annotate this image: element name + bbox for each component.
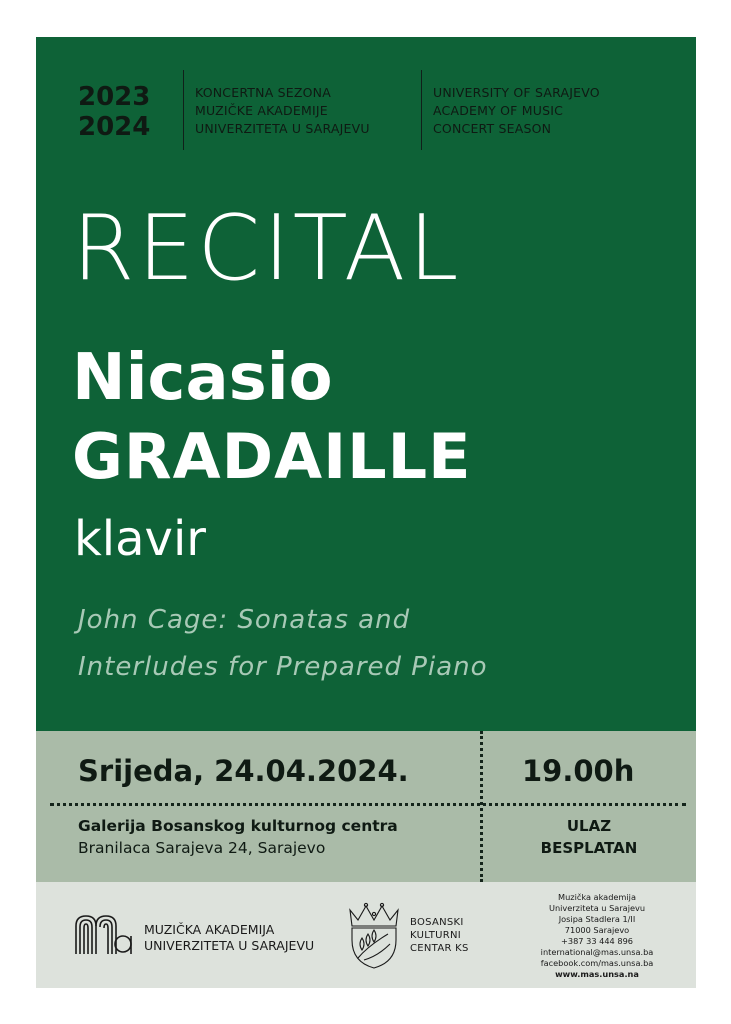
ma-logo-line: MUZIČKA AKADEMIJA xyxy=(144,922,275,937)
season-local-line: MUZIČKE AKADEMIJE xyxy=(195,103,328,118)
event-info-panel xyxy=(36,731,696,882)
contact-line: Univerziteta u Sarajevu xyxy=(548,903,646,913)
dotted-divider-horizontal xyxy=(50,803,686,806)
entry-line: BESPLATAN xyxy=(540,839,638,857)
contact-info xyxy=(502,892,692,980)
program-line: John Cage: Sonatas and xyxy=(78,605,411,635)
header-panel xyxy=(36,37,696,731)
season-english-line: UNIVERSITY OF SARAJEVO xyxy=(433,85,600,100)
contact-line: Josipa Stadlera 1/II xyxy=(558,914,636,924)
entry-note xyxy=(482,815,696,859)
venue xyxy=(78,815,398,859)
ma-logo-line: UNIVERZITETA U SARAJEVU xyxy=(144,938,315,953)
venue-address: Branilaca Sarajeva 24, Sarajevo xyxy=(78,839,326,857)
season-english xyxy=(433,84,600,138)
contact-email[interactable]: international@mas.unsa.ba xyxy=(540,947,654,957)
bkc-logo-line: KULTURNI xyxy=(410,930,462,941)
bkc-crown-logo-icon xyxy=(344,900,404,972)
program-line: Interludes for Prepared Piano xyxy=(78,652,488,682)
entry-line: ULAZ xyxy=(566,817,612,835)
performer-last-name: GRADAILLE xyxy=(72,420,472,493)
divider-line xyxy=(421,70,422,150)
contact-line: 71000 Sarajevo xyxy=(564,925,630,935)
season-year-end: 2024 xyxy=(78,112,151,142)
bkc-logo-line: BOSANSKI xyxy=(410,917,464,928)
bkc-logo-line: CENTAR KS xyxy=(410,943,469,954)
event-time: 19.00h xyxy=(522,754,635,788)
program xyxy=(78,597,488,691)
contact-phone[interactable]: +387 33 444 896 xyxy=(561,936,633,946)
performer-first-name: Nicasio xyxy=(72,341,333,415)
season-local xyxy=(195,84,370,138)
season-years xyxy=(78,82,150,142)
concert-poster xyxy=(36,37,696,988)
season-local-line: KONCERTNA SEZONA xyxy=(195,85,331,100)
season-local-line: UNIVERZITETA U SARAJEVU xyxy=(195,121,370,136)
contact-line: Muzička akademija xyxy=(558,892,636,902)
contact-facebook[interactable]: facebook.com/mas.unsa.ba xyxy=(540,958,654,968)
contact-website[interactable]: www.mas.unsa.na xyxy=(555,969,639,979)
event-type: RECITAL xyxy=(72,196,462,301)
footer xyxy=(36,882,696,988)
event-date: Srijeda, 24.04.2024. xyxy=(78,754,409,788)
season-year-start: 2023 xyxy=(78,82,151,112)
bkc-logo-text xyxy=(410,916,469,955)
instrument: klavir xyxy=(74,511,207,567)
venue-name: Galerija Bosanskog kulturnog centra xyxy=(78,817,398,835)
music-academy-logo-icon xyxy=(72,912,132,956)
season-english-line: CONCERT SEASON xyxy=(433,121,552,136)
dotted-divider-vertical xyxy=(480,731,483,882)
music-academy-logo-text xyxy=(144,922,314,954)
season-english-line: ACADEMY OF MUSIC xyxy=(433,103,564,118)
divider-line xyxy=(183,70,184,150)
